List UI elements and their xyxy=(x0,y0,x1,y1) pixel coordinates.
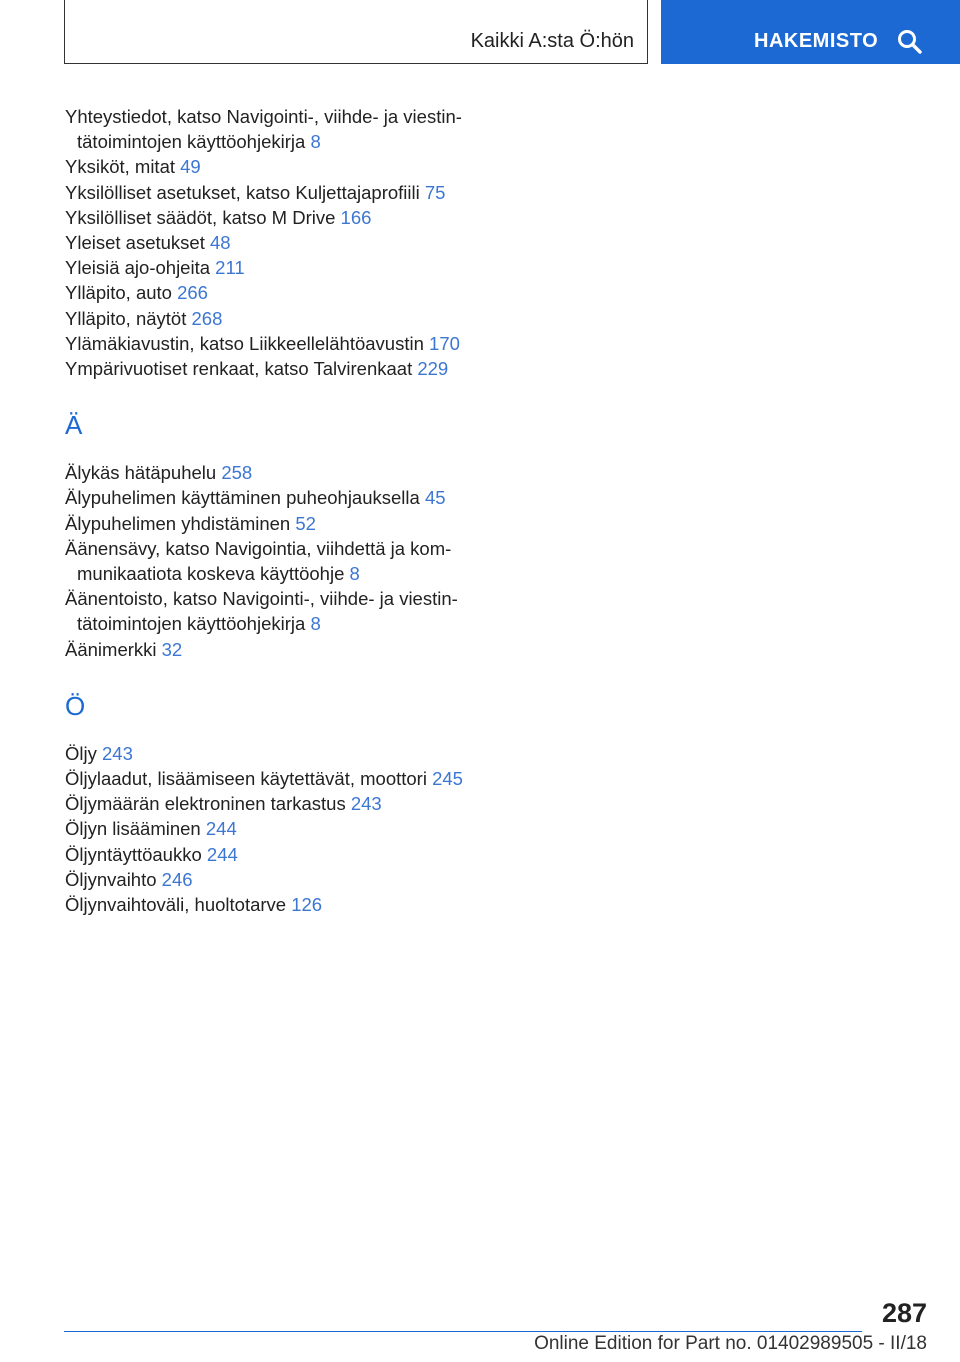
page-link[interactable]: 126 xyxy=(291,894,323,916)
entry-text: Öljymäärän elektroninen tarkastus xyxy=(65,793,346,815)
entry-text: Äänimerkki xyxy=(65,638,157,660)
index-entry xyxy=(65,255,485,280)
index-entry xyxy=(65,741,485,766)
entry-text: Yksiköt, mitat xyxy=(65,156,175,178)
index-entry xyxy=(65,791,485,816)
entry-text: Äänensävy, katso Navigointia, viihdettä ja kom- xyxy=(65,537,452,559)
page-link[interactable]: 75 xyxy=(424,181,446,203)
index-entry xyxy=(65,104,485,154)
entry-text: Äänentoisto, katso Navigointi-, viihde- ja viestin- xyxy=(65,588,458,610)
index-entry xyxy=(65,485,485,510)
entry-text: Öljynvaihto xyxy=(65,868,157,890)
index-entry xyxy=(65,356,485,381)
index-entry xyxy=(65,511,485,536)
page-number: 287 xyxy=(881,1298,927,1328)
entry-text-continued: tätoimintojen käyttöohjekirja xyxy=(77,613,306,635)
index-entry xyxy=(65,331,485,356)
entry-text: Yksilölliset asetukset, katso Kuljettajaprofiili xyxy=(65,181,420,203)
entry-text-continued: munikaatiota koskeva käyttöohje xyxy=(77,563,345,585)
index-entry xyxy=(65,842,485,867)
page-link[interactable]: 32 xyxy=(161,638,183,660)
page-link[interactable]: 8 xyxy=(310,613,321,635)
index-entry xyxy=(65,230,485,255)
page-link[interactable]: 45 xyxy=(424,487,446,509)
page-link[interactable]: 8 xyxy=(310,131,321,153)
index-list xyxy=(65,104,485,917)
page-link[interactable]: 8 xyxy=(349,563,360,585)
index-entry xyxy=(65,867,485,892)
page-link[interactable]: 243 xyxy=(102,742,133,764)
section-letter: Ä xyxy=(65,410,83,441)
entry-text: Yksilölliset säädöt, katso M Drive xyxy=(65,206,336,228)
page-link[interactable]: 211 xyxy=(215,257,245,279)
index-entry xyxy=(65,536,485,586)
index-entry xyxy=(65,306,485,331)
entry-text: Yleiset asetukset xyxy=(65,232,205,254)
entry-text: Älykäs hätäpuhelu xyxy=(65,462,217,484)
page-link[interactable]: 229 xyxy=(417,358,449,380)
footer-divider xyxy=(64,1331,862,1332)
entry-text: Älypuhelimen yhdistäminen xyxy=(65,512,291,534)
page-link[interactable]: 48 xyxy=(210,232,231,254)
index-entry xyxy=(65,816,485,841)
entry-text: Yleisiä ajo-ohjeita xyxy=(65,257,211,279)
index-entry xyxy=(65,586,485,636)
page-link[interactable]: 49 xyxy=(180,156,201,178)
page-link[interactable]: 266 xyxy=(177,282,208,304)
page-link[interactable]: 244 xyxy=(205,818,237,840)
nav-label: HAKEMISTO xyxy=(754,30,879,52)
page-link[interactable]: 244 xyxy=(206,843,238,865)
section-letter: Ö xyxy=(65,690,86,721)
index-entry xyxy=(65,180,485,205)
index-nav-button[interactable] xyxy=(661,0,960,64)
entry-text: Öljynvaihtoväli, huoltotarve xyxy=(65,894,287,916)
index-entry xyxy=(65,154,485,179)
search-icon xyxy=(897,29,923,55)
page-link[interactable]: 52 xyxy=(295,512,316,534)
entry-text: Yhteystiedot, katso Navigointi-, viihde- ja viestin- xyxy=(65,106,462,127)
tab-label: Kaikki A:sta Ö:hön xyxy=(470,30,634,52)
index-entry xyxy=(65,892,485,917)
page-link[interactable]: 268 xyxy=(191,307,223,329)
entry-text: Älypuhelimen käyttäminen puheohjauksella xyxy=(65,487,420,509)
entry-text: Ylämäkiavustin, katso Liikkeellelähtöavustin xyxy=(65,332,424,354)
entry-text: Öljylaadut, lisäämiseen käytettävät, moottori xyxy=(65,768,427,790)
index-entry xyxy=(65,280,485,305)
page-link[interactable]: 243 xyxy=(350,793,382,815)
entry-text: Ympärivuotiset renkaat, katso Talvirenkaat xyxy=(65,358,413,380)
entry-text: Öljyn lisääminen xyxy=(65,818,201,840)
page-link[interactable]: 245 xyxy=(432,768,463,790)
page-link[interactable]: 170 xyxy=(429,332,460,354)
all-a-to-o-tab[interactable] xyxy=(64,0,648,64)
page-link[interactable]: 166 xyxy=(340,206,372,228)
entry-text: Öljy xyxy=(65,742,97,764)
index-entry xyxy=(65,766,485,791)
entry-text: Ylläpito, näytöt xyxy=(65,307,187,329)
entry-text-continued: tätoimintojen käyttöohjekirja xyxy=(77,131,306,153)
page-link[interactable]: 246 xyxy=(161,868,193,890)
index-entry xyxy=(65,637,485,662)
footer-edition-text: Online Edition for Part no. 01402989505 - II/18 xyxy=(534,1333,927,1354)
page-link[interactable]: 258 xyxy=(221,462,253,484)
entry-text: Ylläpito, auto xyxy=(65,282,172,304)
index-entry xyxy=(65,460,485,485)
index-entry xyxy=(65,205,485,230)
entry-text: Öljyntäyttöaukko xyxy=(65,843,202,865)
